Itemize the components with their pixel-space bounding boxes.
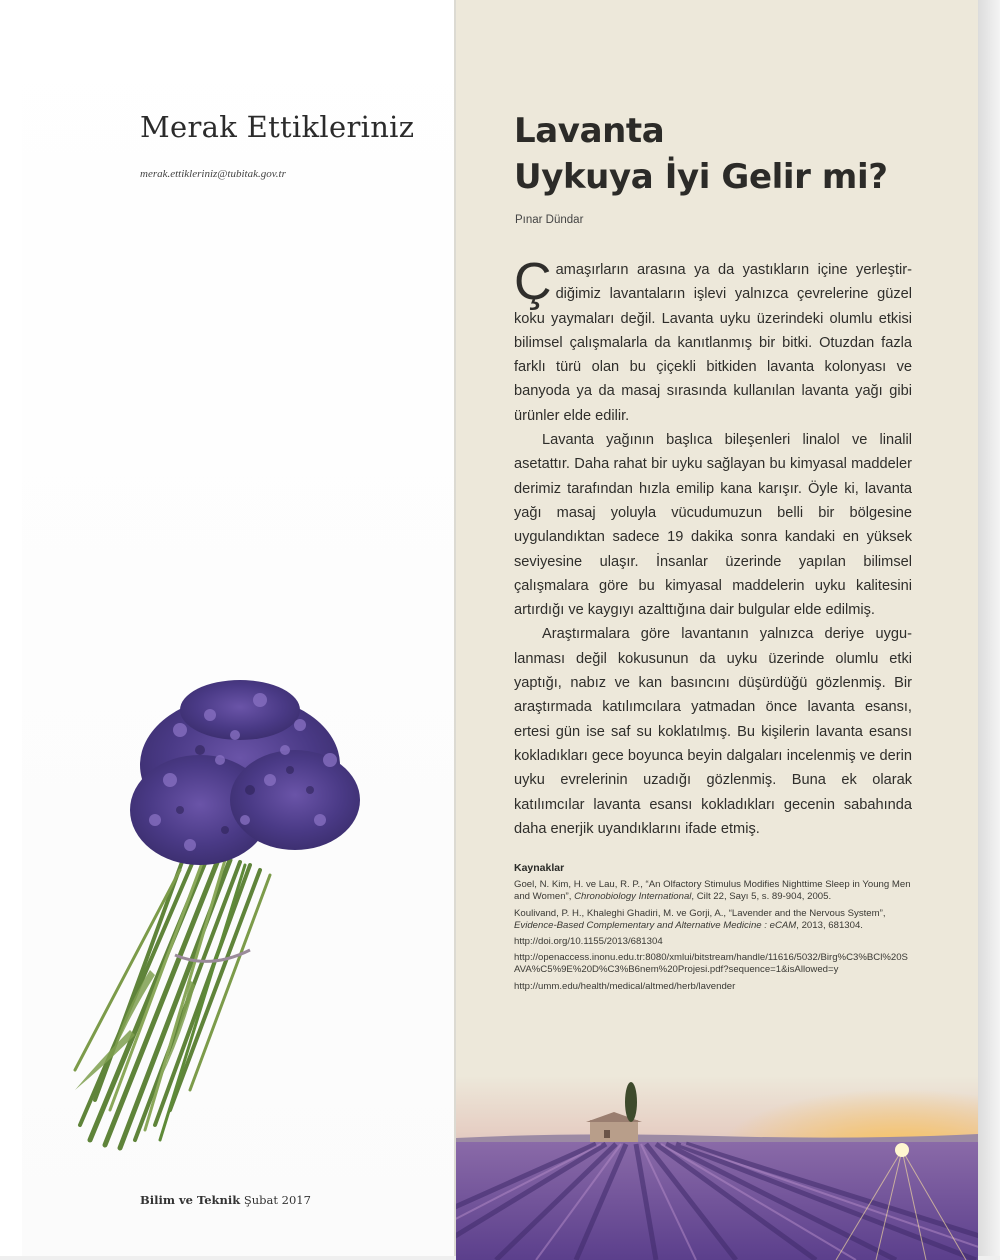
reference-3-link[interactable]: http://doi.org/10.1155/2013/681304 bbox=[514, 936, 663, 948]
reference-2-rest: , 2013, 681304. bbox=[796, 919, 863, 931]
footer-magazine-info bbox=[140, 1193, 311, 1207]
paragraph-3: Araştırmalara göre lavantanın yalnızca deriye uygulanması değil kokusunun da uyku üzerinde olumlu etki yaptığı, nabız ve kan basıncını düşürdüğü gözlenmiş. Bir araştırmada katılımcılara yatmadan önce lavanta esansı, ertesi gün ise saf su koklatılmış. Bu kişilerin lavanta esansı kokladıkları gece boyunca beyin dalgaları incelenmiş ve derin uyku evrelerinin uzadığı gözlenmiş. Buna ek olarak katılımcılar lavanta esansı kokladıkları gecenin sabahında daha enerjik uyandıklarını ifade etmiş. bbox=[514, 626, 912, 837]
article-title-line2: Uykuya İyi Gelir mi? bbox=[514, 157, 888, 197]
article-title-line1: Lavanta bbox=[514, 111, 665, 151]
article-title bbox=[514, 108, 888, 200]
reference-1-rest: , Cilt 22, Sayı 5, s. 89-904, 2005. bbox=[691, 891, 832, 903]
lavender-bouquet-image bbox=[60, 670, 380, 1160]
reference-1 bbox=[514, 879, 914, 903]
footer-date: Şubat 2017 bbox=[243, 1193, 311, 1207]
reference-2 bbox=[514, 908, 914, 932]
paragraph-2: Lavanta yağının başlıca bileşenleri linalol ve linalil asetattır. Daha rahat bir uyku sağlayan bu kimyasal maddeler derimiz tarafından hızla emilip kana karışır. Öyle ki, lavanta yağı masaj yoluyla vücudumuzun belli bir bölgesine uygulandıktan sadece 19 dakika sonra kandaki en yüksek seviyesine ulaşır. İnsanlar üzerinde yapılan bilimsel çalışmalara göre bu kimyasal maddelerin uyku kalitesini artırdığı ve kaygıyı azalttığına dair bulgular elde edilmiş. bbox=[514, 432, 912, 619]
paragraph-1-text: amaşırların arasına ya da yastıkların içine yerleştirdiğimiz lavantaların işlevi yalnızca çevrelerine güzel koku yaymaları değil. Lavanta uyku üzerindeki olumlu etkisi bilimsel çalışmalarla da kanıtlanmış bir bitki. Otuzdan fazla farklı türü olan bu çiçekli bitkiden lavanta kolonyası ve banyoda ya da masaj sırasında kullanılan lavanta yağı gibi ürünler elde edilir. bbox=[514, 262, 912, 424]
section-email[interactable]: merak.ettikleriniz@tubitak.gov.tr bbox=[140, 168, 286, 180]
drop-cap: Ç bbox=[514, 253, 552, 311]
reference-2-journal: Evidence-Based Complementary and Alternative Medicine : eCAM bbox=[514, 919, 797, 931]
article-author: Pınar Dündar bbox=[515, 214, 584, 226]
paragraph-1 bbox=[514, 253, 912, 428]
article-body bbox=[514, 253, 912, 841]
page-edge-shadow bbox=[978, 0, 1000, 1260]
reference-4-link[interactable]: http://openaccess.inonu.edu.tr:8080/xmlui/bitstream/handle/11616/5032/Birg%C3%BCl%20SAVA%C5%9E%20D%C3%B6nem%20Projesi.pdf?sequence=1&isAllowed=y bbox=[514, 952, 908, 976]
section-title: Merak Ettikleriniz bbox=[140, 110, 415, 144]
reference-2-authors: Koulivand, P. H., Khaleghi Ghadiri, M. ve Gorji, A., “Lavender and the Nervous System”, bbox=[514, 907, 886, 919]
reference-1-journal: Chronobiology International bbox=[574, 891, 692, 903]
footer-magazine: Bilim ve Teknik bbox=[140, 1193, 241, 1207]
lavender-field-photo bbox=[456, 1076, 978, 1260]
reference-1-authors: Goel, N. Kim, H. ve Lau, R. P., “An Olfactory Stimulus Modifies Nighttime Sleep in Young Men and Women”, bbox=[514, 879, 911, 903]
references-heading: Kaynaklar bbox=[514, 862, 565, 874]
references-section bbox=[514, 862, 914, 997]
reference-5-link[interactable]: http://umm.edu/health/medical/altmed/herb/lavender bbox=[514, 980, 736, 992]
